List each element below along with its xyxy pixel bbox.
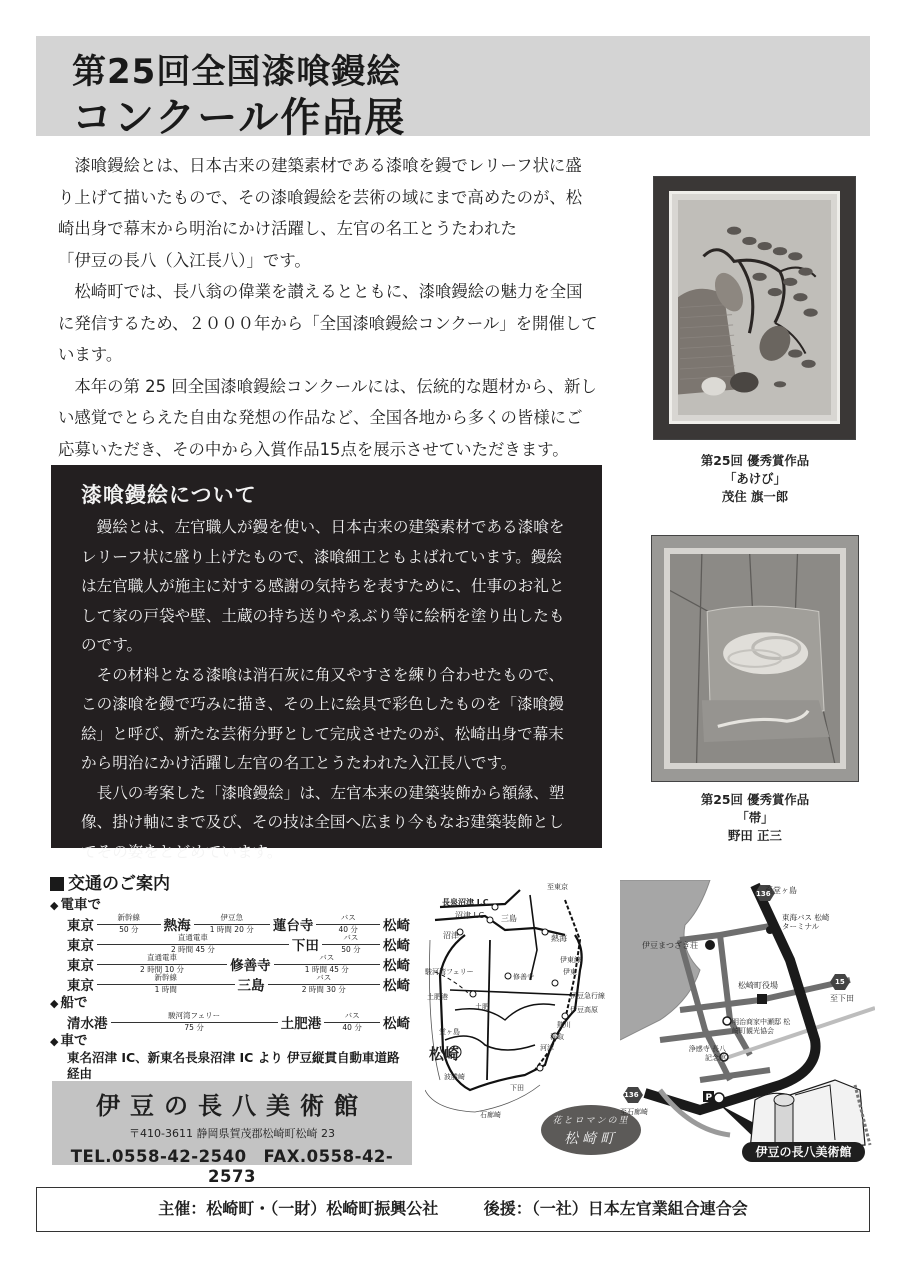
about-section [51,465,602,861]
intro-paragraph-2: 松崎町では、長八翁の偉業を讃えるとともに、漆喰鏝絵の魅力を全国に発信するため、２０００年から「全国漆喰鏝絵コンクール」を開催しています。 [58,282,598,364]
ship-heading: ◆ 船で [50,995,88,1011]
square-bullet-icon [50,877,64,891]
organizer-text: 主催：松崎町・（一財）松崎町振興公社 [158,1199,439,1218]
artwork-artist: 野田 正三 [728,828,782,843]
intro-text [58,150,598,465]
supporter-text: 後援：（一社）日本左官業組合連合会 [483,1199,748,1218]
matsuzaki-town-map: P 至堂ヶ島 東海バス 松崎ターミナル 伊豆まつざき荘 松崎町役場 至下田 明治商家中瀬邸 松崎町観光協会 浄感寺 長八記念館 至石廊崎 136 15 136 [620,880,875,1165]
izu-peninsula-map: 至東京 長泉沼津 I.C 沼津 I.C 三島 沼津 熱海 伊東線 駿河湾フェリー 修善寺 伊東 土肥港 土肥 伊豆急行線 伊豆高原 熱川 稲取 堂ヶ島 松崎 河津 波勝崎 下田 石廊崎 [425,880,615,1125]
artwork-caption-akebi [650,452,860,506]
access-section [50,872,410,1098]
artwork-title: 「あけび」 [724,471,786,486]
train-heading: ◆ 電車で [50,897,101,913]
car-directions-line-1: 東名沼津 IC、新東名長泉沼津 IC より 伊豆縦貫自動車道路経由 [67,1050,400,1081]
museum-address: 〒410-3611 静岡県賀茂郡松崎町松崎 23 [129,1127,335,1140]
intro-paragraph-1: 漆喰鏝絵とは、日本古来の建築素材である漆喰を鏝でレリーフ状に盛り上げて描いたもので、その漆喰鏝絵を芸術の域にまで高めたのが、松崎出身で幕末から明治にかけ活躍し、左官の名工とうたわれた [58,156,583,238]
artwork-award: 第25回 優秀賞作品 [700,453,810,468]
artwork-image-akebi [653,176,856,440]
title-banner [36,36,870,141]
sponsors-footer [36,1187,870,1232]
diamond-bullet-icon: ◆ [50,899,59,912]
about-paragraph-2: その材料となる漆喰は消石灰に角又やすさを練り合わせたもので、この漆喰を鏝で巧みに描き、その上に絵具で彩色したものを「漆喰鏝絵」と呼び、新たな芸術分野として完成させたのが、松崎出身で幕末から明治にかけ活躍し左官の名工とうたわれた入江長八です。 [81,665,565,772]
diamond-bullet-icon: ◆ [50,997,59,1010]
slogan-badge: 花とロマンの里 松崎町 [541,1105,641,1155]
museum-name: 伊豆の長八美術館 [96,1092,368,1120]
train-route-3: 東京 直通電車 2 時間 10 分 修善寺 バス 1 時間 45 分 松崎 [67,953,410,974]
artwork-image-obi [651,535,859,782]
about-paragraph-1: 鏝絵とは、左官職人が鏝を使い、日本古来の建築素材である漆喰をレリーフ状に盛り上げたもので、漆喰細工ともよばれています。鏝絵は左官職人が施主に対する感謝の気持ちを表すために、仕事のお礼として家の戸袋や壁、土蔵の持ち送りやゑぶり等に絵柄を塗り出したものです。 [81,518,565,654]
artwork-award: 第25回 優秀賞作品 [700,792,810,807]
page-title-line1: 第25回全国漆喰鏝絵 [72,52,402,92]
obi-artwork-icon [670,554,840,763]
page-title-line2: コンクール作品展 [72,95,407,141]
train-route-4: 東京 新幹線 1 時間 三島 バス 2 時間 30 分 松崎 [67,973,410,994]
artwork-artist: 茂住 旗一郎 [721,489,789,504]
about-paragraph-3: 長八の考案した「漆喰鏝絵」は、左官本来の建築装飾から額縁、塑像、掛け軸にまで及び、その技は全国へ広まり今もなお建築装飾としてその姿をとどめています。 [81,783,565,861]
train-route-2: 東京 直通電車 2 時間 45 分 下田 バス 50 分 松崎 [67,933,410,954]
about-title: 漆喰鏝絵について [81,482,257,507]
museum-info-box [52,1081,412,1186]
car-heading: ◆ 車で [50,1033,88,1049]
artwork-caption-obi [650,791,860,845]
svg-text:P: P [705,1093,713,1103]
ship-route: 清水港 駿河湾フェリー 75 分 土肥港 バス 40 分 松崎 [67,1011,410,1032]
intro-paragraph-3: 本年の第 25 回全国漆喰鏝絵コンクールには、伝統的な題材から、新しい感覚でとらえた自由な発想の作品など、全国各地から多くの皆様にご応募いただき、その中から入賞作品15点を展示させていただきます。 [58,376,597,459]
diamond-bullet-icon: ◆ [50,1035,59,1048]
akebi-artwork-icon [678,200,831,415]
access-title: 交通のご案内 [50,872,410,896]
intro-paragraph-1b: 「伊豆の長八（入江長八）」です。 [58,250,311,270]
museum-map-tag: 伊豆の長八美術館 [742,1142,865,1162]
artwork-title: 「帯」 [736,810,774,825]
museum-phone-fax: TEL.0558-42-2540 FAX.0558-42-2573 [70,1147,394,1186]
train-route-1: 東京 新幹線 50 分 熱海 伊豆急 1 時間 20 分 蓮台寺 バス 40 分 松崎 [67,913,410,934]
